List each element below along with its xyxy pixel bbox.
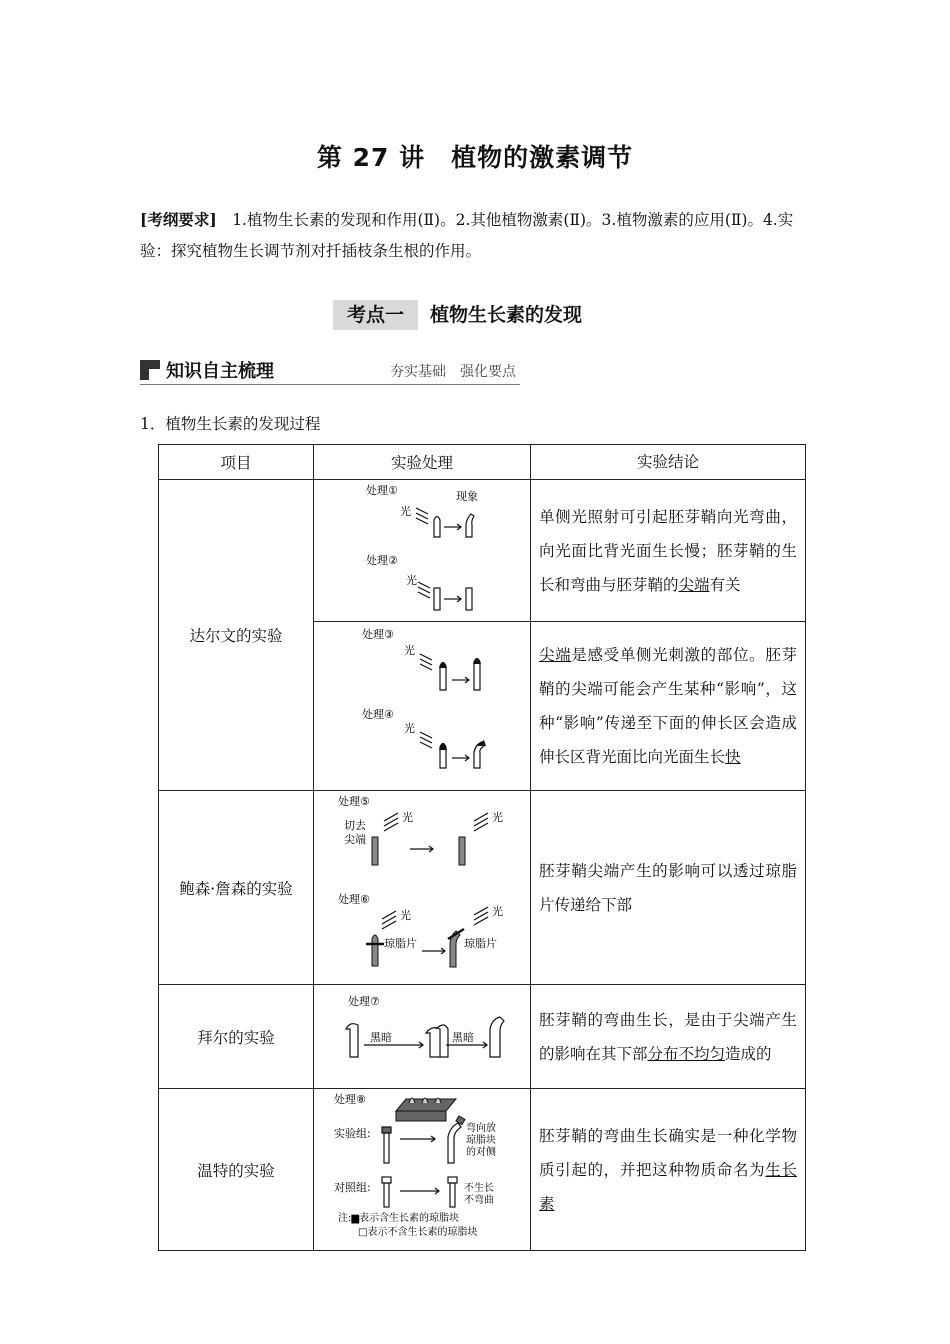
label-ctrl-group: 对照组: [334, 1181, 371, 1194]
boysen-diagram [314, 791, 530, 980]
conclusion-darwin-b [531, 622, 806, 791]
paal-diagram [314, 985, 530, 1084]
table-row [159, 791, 806, 985]
label-cut-tip-1: 切去 [344, 819, 366, 832]
requirements-text: 1.植物生长素的发现和作用(Ⅱ)。2.其他植物激素(Ⅱ)。3.植物激素的应用(Ⅱ)。4.实验：探究植物生长调节剂对扦插枝条生根的作用。 [140, 211, 794, 260]
conclusion-text: 单侧光照射可引起胚芽鞘向光弯曲，向光面比背光面生长慢；胚芽鞘的生长和弯曲与胚芽鞘的 [539, 507, 797, 594]
label-note-1: 注:▆表示含生长素的琼脂块 [338, 1213, 460, 1224]
section-title [333, 300, 623, 330]
section-name: 植物生长素的发现 [430, 304, 583, 326]
label-note-2: □表示不含生长素的琼脂块 [358, 1227, 478, 1238]
knowledge-bar-rule [140, 384, 520, 385]
label-t7: 处理⑦ [348, 995, 380, 1008]
header-conclusion: 实验结论 [531, 445, 806, 480]
label-ctrl-result-2: 不弯曲 [464, 1195, 494, 1206]
label-t3: 处理③ [362, 628, 394, 641]
table-row [159, 480, 806, 622]
conclusion-underline: 分布不均匀 [647, 1044, 726, 1063]
knowledge-bar-subtitle: 夯实基础 强化要点 [390, 364, 516, 380]
label-t1: 处理① [366, 484, 398, 497]
knowledge-bar-title: 知识自主梳理 [166, 361, 274, 382]
conclusion-underline-end: 快 [725, 748, 741, 766]
header-item: 项目 [159, 445, 314, 480]
conclusion-text-end: 造成的 [725, 1044, 772, 1063]
label-light-6: 光 [400, 909, 411, 922]
conclusion-text: 是感受单侧光刺激的部位。胚芽鞘的尖端可能会产生某种“影响”，这种“影响”传递至下面的伸长区会造成伸长区背光面比向光面生长 [539, 646, 797, 766]
label-exp-result-3: 的对侧 [466, 1147, 496, 1158]
label-light-6b: 光 [492, 905, 503, 918]
header-treatment: 实验处理 [314, 445, 531, 480]
exam-requirements [140, 204, 820, 267]
label-t5: 处理⑤ [338, 795, 370, 808]
table-row [159, 1089, 806, 1251]
conclusion-darwin-a [531, 480, 806, 622]
conclusion-underline: 尖端 [539, 646, 572, 664]
row-item-boysen: 鲍森·詹森的实验 [159, 791, 314, 985]
page-title: 第 27 讲 植物的激素调节 [316, 143, 634, 172]
row-item-darwin: 达尔文的实验 [159, 480, 314, 791]
requirements-label: [考纲要求] [140, 210, 217, 229]
conclusion-paal [531, 985, 806, 1089]
conclusion-underline: 生长素 [539, 1160, 797, 1213]
label-light-3: 光 [404, 644, 415, 657]
label-light-2: 光 [406, 574, 417, 587]
label-ctrl-result-1: 不生长 [464, 1183, 494, 1194]
conclusion-text: 胚芽鞘的弯曲生长，是由于尖端产生的影响在其下部 [539, 1010, 797, 1063]
label-dark-2: 黑暗 [452, 1031, 474, 1044]
label-exp-group: 实验组: [334, 1127, 371, 1140]
subheading: 1．植物生长素的发现过程 [140, 415, 321, 433]
label-cut-tip-2: 尖端 [344, 833, 366, 846]
went-diagram [314, 1089, 530, 1246]
conclusion-boysen: 胚芽鞘尖端产生的影响可以透过琼脂片传递给下部 [531, 791, 806, 985]
label-t4: 处理④ [362, 708, 394, 721]
label-t6: 处理⑥ [338, 893, 370, 906]
table-row [159, 985, 806, 1089]
label-agar-sheet: 琼脂片 [384, 937, 417, 950]
label-agar-sheet-2: 琼脂片 [464, 937, 497, 950]
discovery-table [158, 444, 806, 1251]
knowledge-bar-icon-cut [149, 369, 160, 380]
row-item-went: 温特的实验 [159, 1089, 314, 1251]
diagram-treatment-3-4 [314, 622, 531, 791]
label-t2: 处理② [366, 554, 398, 567]
conclusion-text: 胚芽鞘的弯曲生长确实是一种化学物质引起的，并把这种物质命名为 [539, 1126, 797, 1179]
table-header-row [159, 445, 806, 480]
darwin-diagram-a [314, 480, 530, 617]
row-item-paal: 拜尔的实验 [159, 985, 314, 1089]
label-exp-result-1: 弯向放 [466, 1123, 496, 1134]
conclusion-text-end: 有关 [709, 575, 741, 594]
diagram-treatment-7 [314, 985, 531, 1089]
conclusion-underline: 尖端 [678, 575, 710, 594]
section-number: 考点一 [346, 304, 404, 326]
label-light-4: 光 [404, 722, 415, 735]
conclusion-went [531, 1089, 806, 1251]
diagram-treatment-8 [314, 1089, 531, 1251]
label-phenomenon: 现象 [456, 490, 478, 503]
label-exp-result-2: 琼脂块 [466, 1135, 496, 1146]
diagram-treatment-1-2 [314, 480, 531, 622]
label-dark: 黑暗 [370, 1031, 392, 1044]
label-light: 光 [400, 505, 411, 518]
label-t8: 处理⑧ [334, 1093, 366, 1106]
label-light-5: 光 [402, 811, 413, 824]
darwin-diagram-b [314, 622, 530, 786]
label-light-5b: 光 [492, 811, 503, 824]
diagram-treatment-5-6 [314, 791, 531, 985]
